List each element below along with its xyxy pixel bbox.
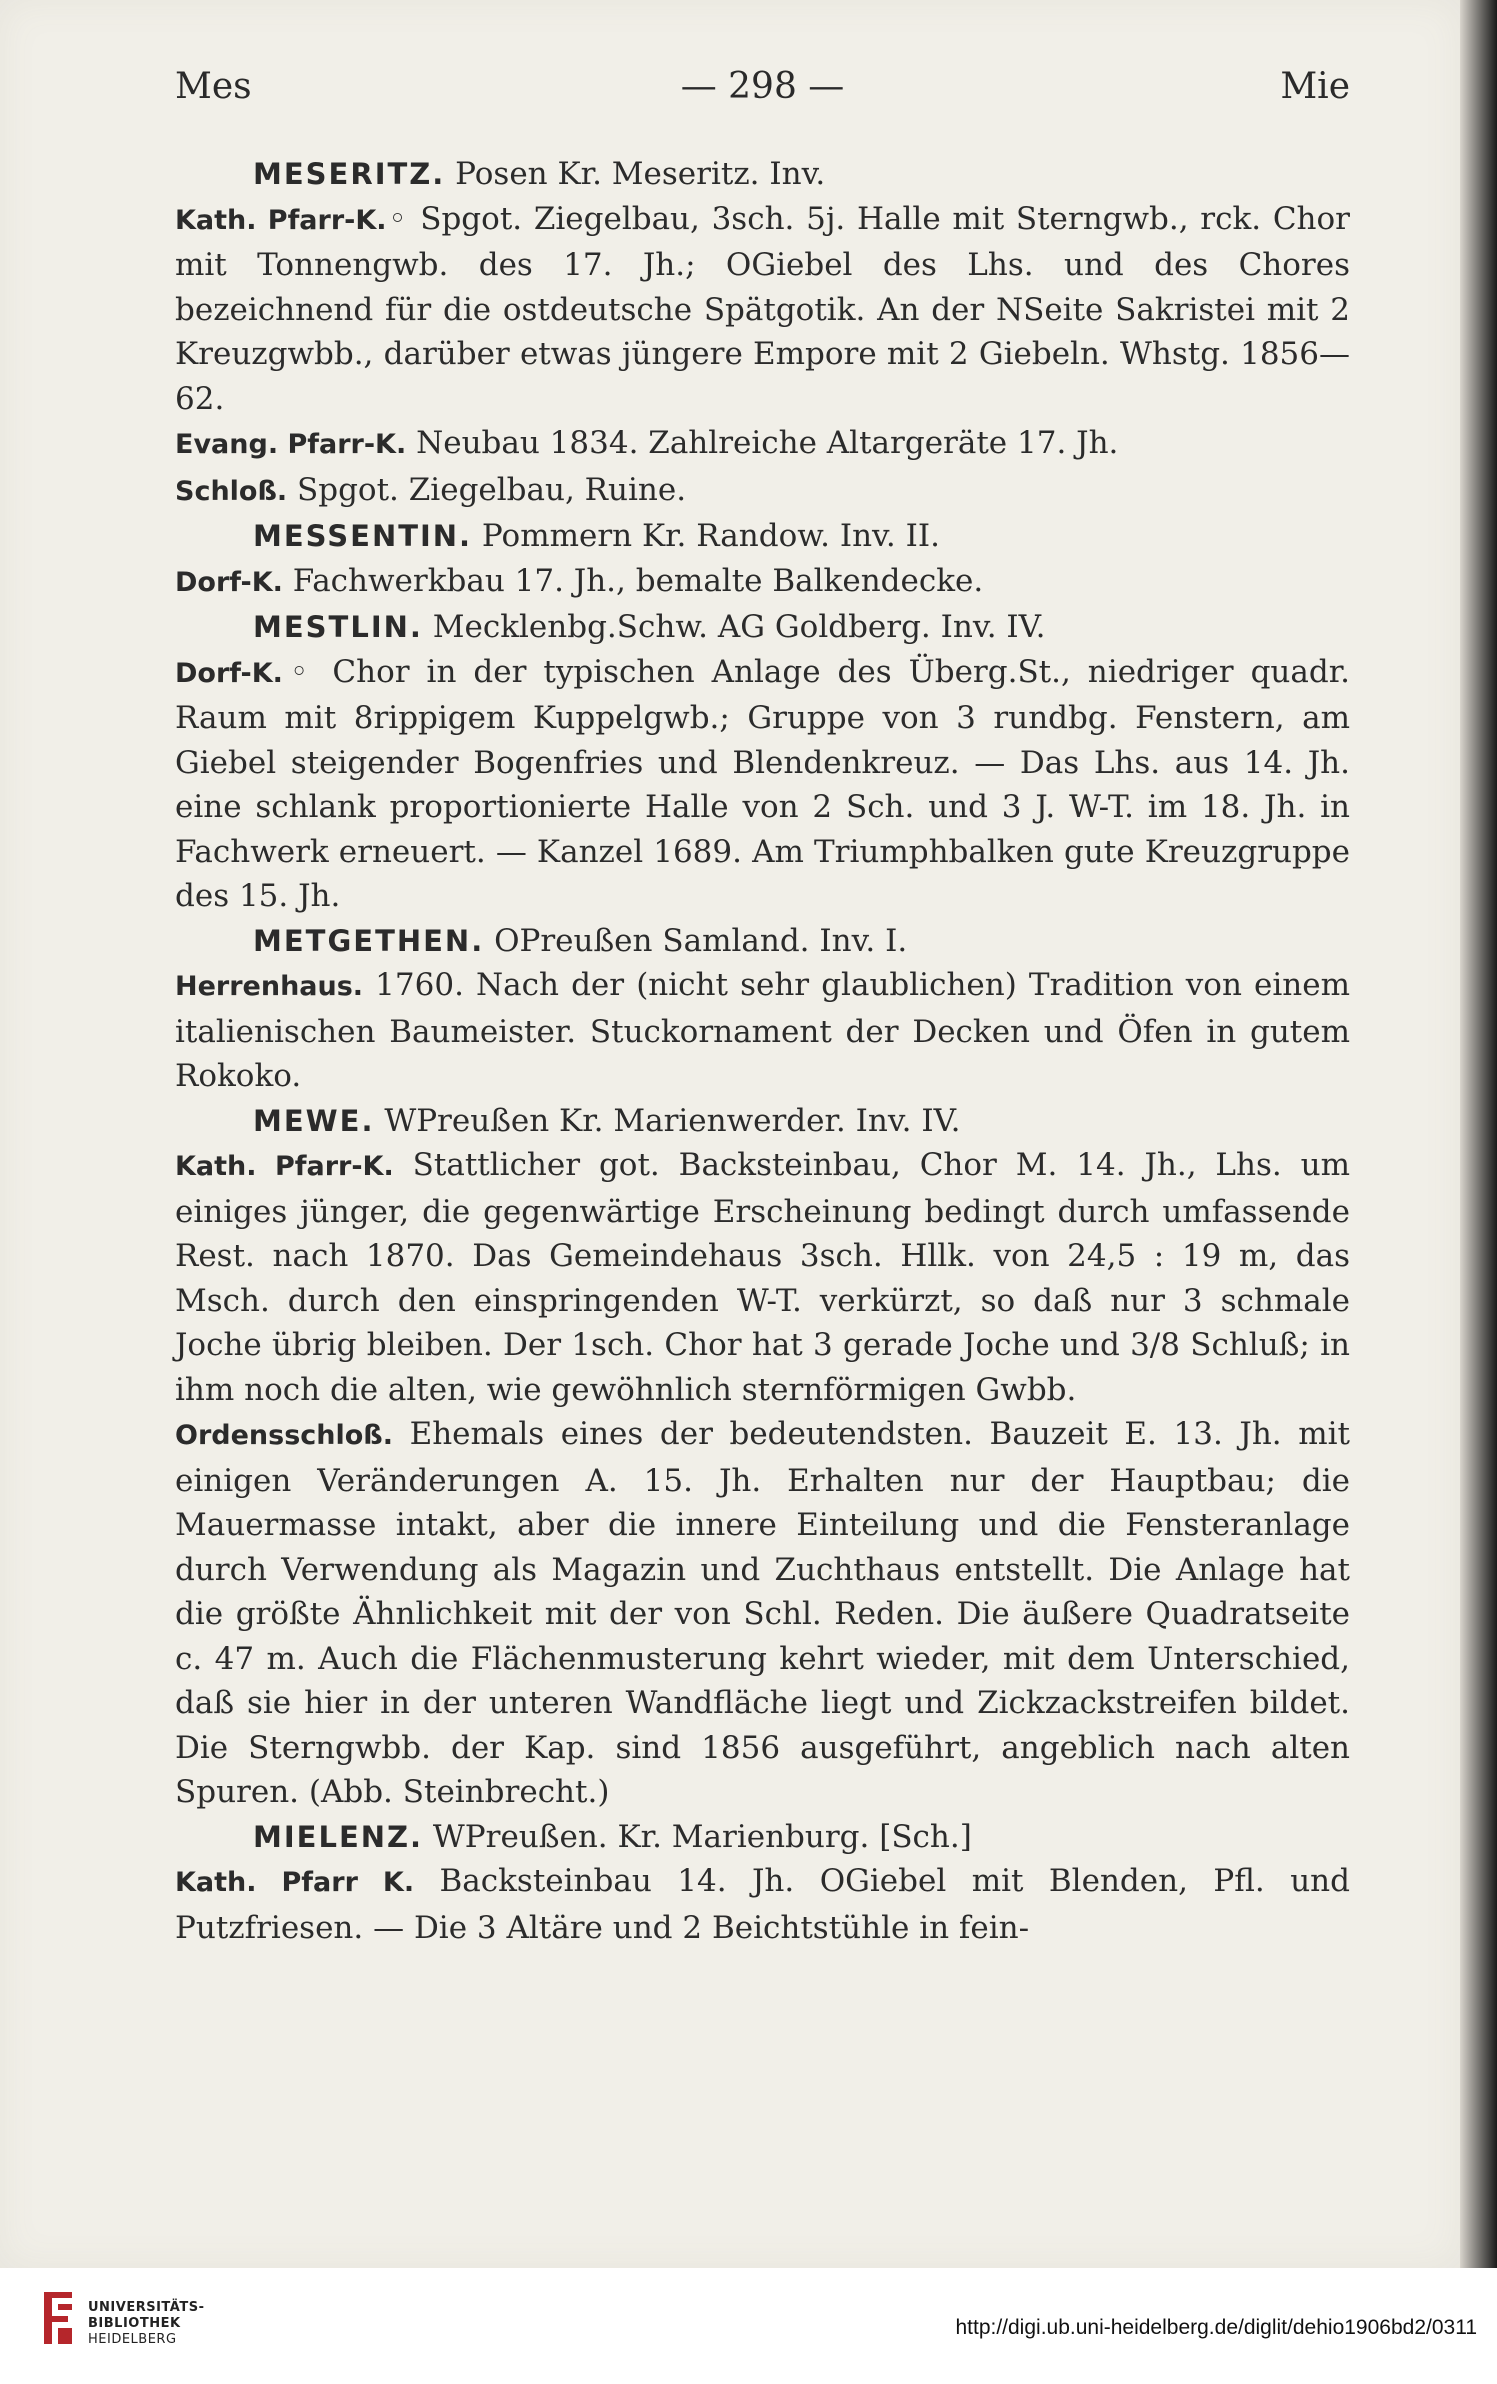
entry-text: Spgot. Ziegelbau, Ruine. [287,471,687,508]
sub-entry [175,650,1350,919]
building-label: Ordensschloß. [175,1420,393,1451]
sub-entry [175,468,1350,515]
sub-entry [175,963,1350,1099]
entry-text: OPreußen Samland. Inv. I. [484,922,908,959]
entry-text: WPreußen Kr. Marienwerder. Inv. IV. [374,1102,961,1139]
building-label: Kath. Pfarr-K. [175,1151,394,1182]
building-label: Kath. Pfarr K. [175,1867,415,1898]
sub-entry [175,1143,1350,1412]
entry-text: ◦ Spgot. Ziegelbau, 3sch. 5j. Halle mit Sterngwb., rck. Chor mit Tonnengwb. des 17. Jh.; OGiebel des Lhs. und des Chores bezeichnend für die ostdeutsche Spätgotik. An der NSeite Sakristei mit 2 Kreuzgwbb., darüber etwas jüngere Empore mit 2 Giebeln. Whstg. 1856—62. [175,200,1350,417]
entry-text: Pommern Kr. Randow. Inv. II. [472,518,940,554]
entry-text: Fachwerkbau 17. Jh., bemalte Balkendecke. [282,562,984,599]
building-label: Schloß. [175,475,288,507]
entry-text: Neubau 1834. Zahlreiche Altargeräte 17. Jh. [406,425,1119,461]
building-label: Dorf-K. [175,657,283,689]
header-left: Mes [175,66,252,107]
entry-text: 1760. Nach der (nicht sehr glaublichen) Tradition von einem italienischen Baumeister. Stuckornament der Decken und Öfen in gutem Rokoko. [175,967,1350,1094]
entry-mielenz [175,1815,1350,1860]
place-heading: MESTLIN. [253,610,423,644]
page-body [175,152,1350,1950]
place-heading: METGETHEN. [253,923,485,958]
entry-text: Stattlicher got. Backsteinbau, Chor M. 14. Jh., Lhs. um einiges jünger, die gegenwärtige Erscheinung bedingt durch umfassende Rest. nach 1870. Das Gemeindehaus 3sch. Hllk. von 24,5 : 19 m, das Msch. durch den einspringenden W-T. verkürzt, so daß nur 3 schmale Joche übrig bleiben. Der 1sch. Chor hat 3 gerade Joche und 3/8 Schluß; in ihm noch die alten, wie gewöhnlich sternförmigen Gwbb. [175,1147,1351,1408]
header-right: Mie [1280,66,1350,107]
entry-text: Ehemals eines der bedeutendsten. Bauzeit E. 13. Jh. mit einigen Veränderungen A. 15. Jh. Erhalten nur der Hauptbau; die Mauermasse intakt, aber die innere Einteilung und die Fensteranlage durch Verwendung als Magazin und Zuchthaus entstellt. Die Anlage hat die größte Ähnlichkeit mit der von Schl. Reden. Die äußere Quadratseite c. 47 m. Auch die Flächenmusterung kehrt wieder, mit dem Unterschied, daß sie hier in der unteren Wandfläche liegt und Zickzackstreifen bildet. Die Sterngwbb. der Kap. sind 1856 ausgeführt, angeblich nach alten Spuren. (Abb. Steinbrecht.) [175,1416,1350,1810]
sub-entry [175,421,1350,468]
running-header [175,66,1350,116]
entry-mewe [175,1099,1350,1144]
page-edge-shadow [1460,0,1497,2268]
entry-metgethen [175,919,1350,964]
place-heading: MESSENTIN. [253,519,473,553]
sub-entry [175,559,1350,606]
sub-entry [175,197,1350,422]
entry-meseritz [175,152,1350,197]
page-number: — 298 — [680,66,845,107]
building-label: Herrenhaus. [175,971,364,1002]
source-url-link[interactable]: http://digi.ub.uni-heidelberg.de/diglit/dehio1906bd2/0311 [955,2316,1477,2339]
entry-text: Mecklenbg.Schw. AG Goldberg. Inv. IV. [422,609,1046,645]
entry-text: Backsteinbau 14. Jh. OGiebel mit Blenden, Pfl. und Putzfriesen. — Die 3 Altäre und 2 Beichtstühle in fein- [175,1863,1350,1946]
university-library-logo-icon [38,2288,78,2348]
sub-entry [175,1412,1350,1815]
building-label: Kath. Pfarr-K. [175,204,387,236]
place-heading: MIELENZ. [253,1819,424,1854]
institution-name: UNIVERSITÄTS- BIBLIOTHEK HEIDELBERG [88,2300,205,2347]
entry-messentin [175,514,1350,559]
entry-text: ◦ Chor in der typischen Anlage des Überg.St., niedriger quadr. Raum mit 8rippigem Kuppelgwb.; Gruppe von 3 rundbg. Fenstern, am Giebel steigender Bogenfries und Blendenkreuz. — Das Lhs. aus 14. Jh. eine schlank proportionierte Halle von 2 Sch. und 3 J. W-T. im 18. Jh. in Fachwerk erneuert. — Kanzel 1689. Am Triumphbalken gute Kreuzgruppe des 15. Jh. [175,653,1350,914]
entry-mestlin [175,605,1350,650]
building-label: Dorf-K. [175,566,283,598]
entry-text: WPreußen. Kr. Marienburg. [Sch.] [423,1818,972,1855]
digitization-footer [0,2268,1497,2384]
sub-entry [175,1859,1350,1950]
building-label: Evang. Pfarr-K. [175,429,407,460]
entry-text: Posen Kr. Meseritz. Inv. [445,156,826,192]
place-heading: MESERITZ. [253,157,446,191]
place-heading: MEWE. [253,1103,375,1138]
